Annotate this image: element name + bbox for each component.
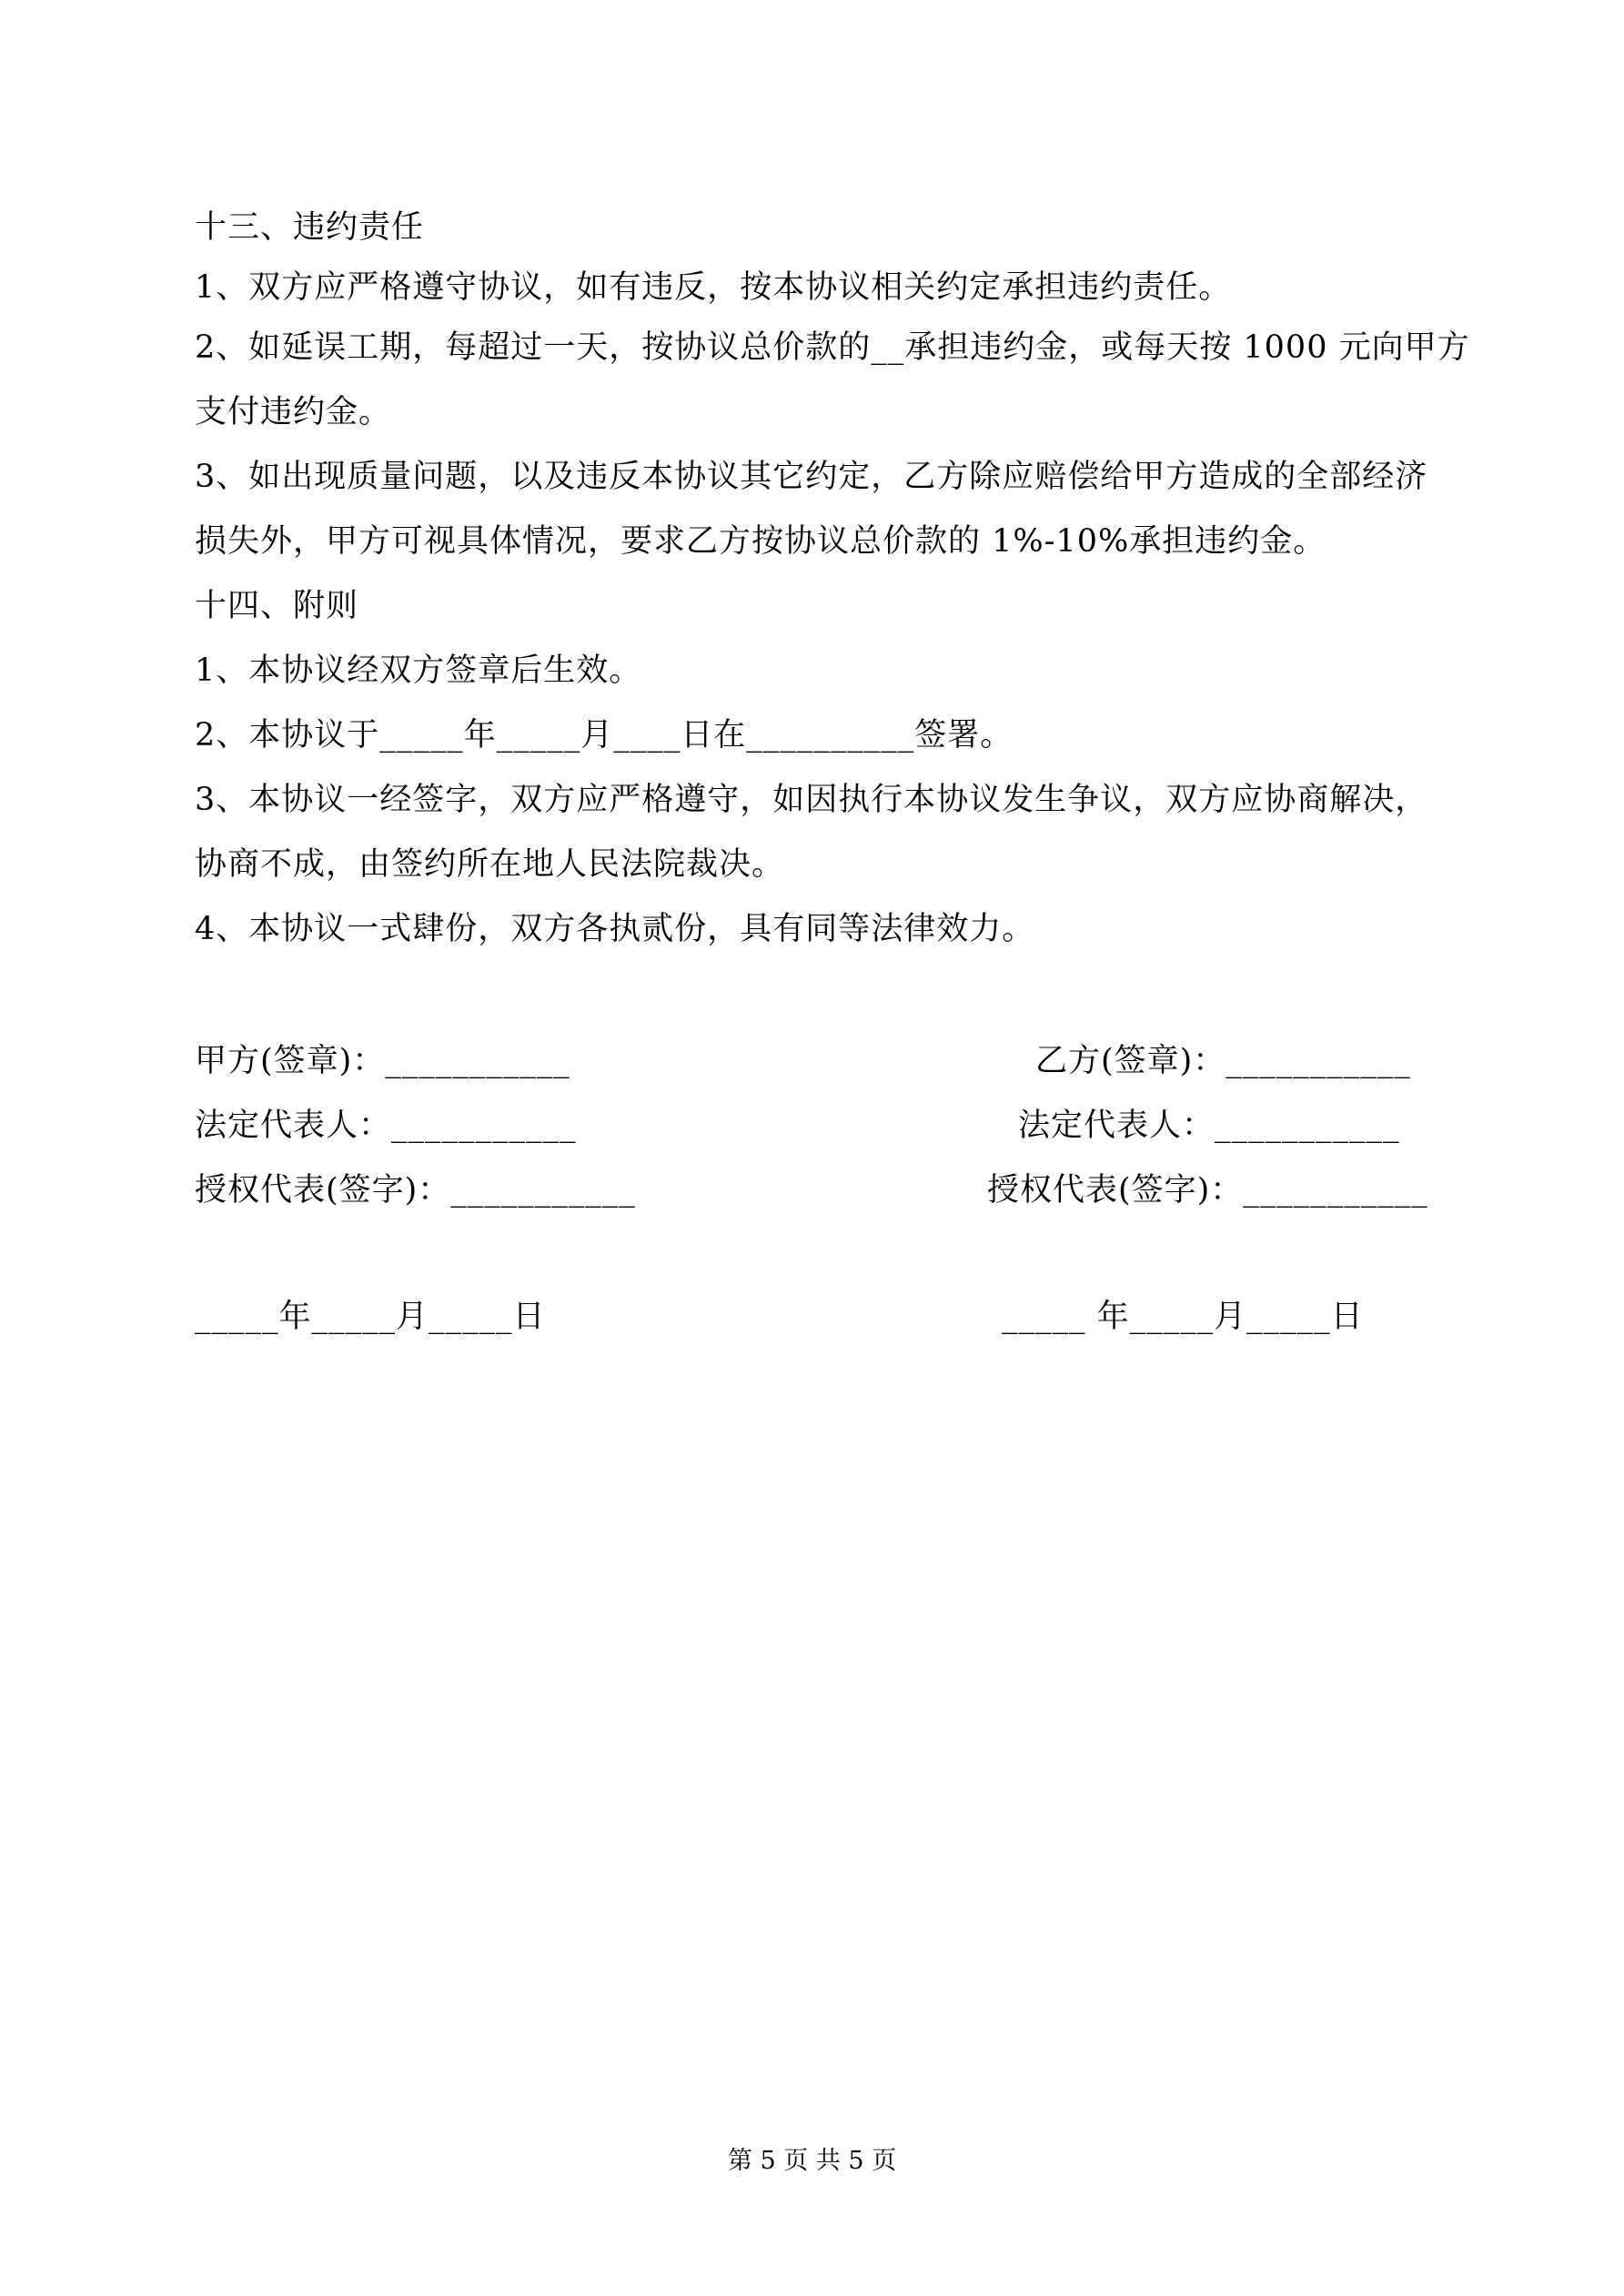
party-a-authorized-rep: 授权代表(签字)：___________ [195,1172,636,1209]
clause-14-1: 1、本协议经双方签章后生效。 [195,652,642,689]
section-13-heading: 十三、违约责任 [195,209,425,246]
clause-13-3-line-2: 损失外，甲方可视具体情况，要求乙方按协议总价款的 1%-10%承担违约金。 [195,523,1326,560]
party-a-seal: 甲方(签章)：___________ [195,1043,570,1079]
party-a-legal-rep: 法定代表人：___________ [195,1108,577,1144]
party-b-legal-rep: 法定代表人：___________ [1018,1108,1400,1144]
party-b-seal: 乙方(签章)：___________ [1035,1043,1411,1079]
party-b-authorized-rep: 授权代表(签字)：___________ [987,1172,1428,1209]
clause-13-2-line-1: 2、如延误工期，每超过一天，按协议总价款的__承担违约金，或每天按 1000 元向甲方 [195,329,1470,366]
clause-13-1: 1、双方应严格遵守协议，如有违反，按本协议相关约定承担违约责任。 [195,269,1232,306]
section-14-heading: 十四、附则 [195,588,359,624]
clause-13-2-line-2: 支付违约金。 [195,394,392,430]
clause-13-3-line-1: 3、如出现质量问题，以及违反本协议其它约定，乙方除应赔偿给甲方造成的全部经济 [195,459,1428,495]
party-a-date: _____年_____月_____日 [195,1299,546,1335]
clause-14-3-line-1: 3、本协议一经签字，双方应严格遵守，如因执行本协议发生争议，双方应协商解决， [195,782,1428,818]
clause-14-3-line-2: 协商不成，由签约所在地人民法院裁决。 [195,846,785,883]
party-b-date: _____ 年_____月_____日 [1002,1299,1364,1335]
clause-14-2: 2、本协议于_____年_____月____日在__________签署。 [195,717,1014,754]
clause-14-4: 4、本协议一式肆份，双方各执贰份，具有同等法律效力。 [195,911,1035,947]
page-indicator: 第 5 页 共 5 页 [727,2147,897,2175]
